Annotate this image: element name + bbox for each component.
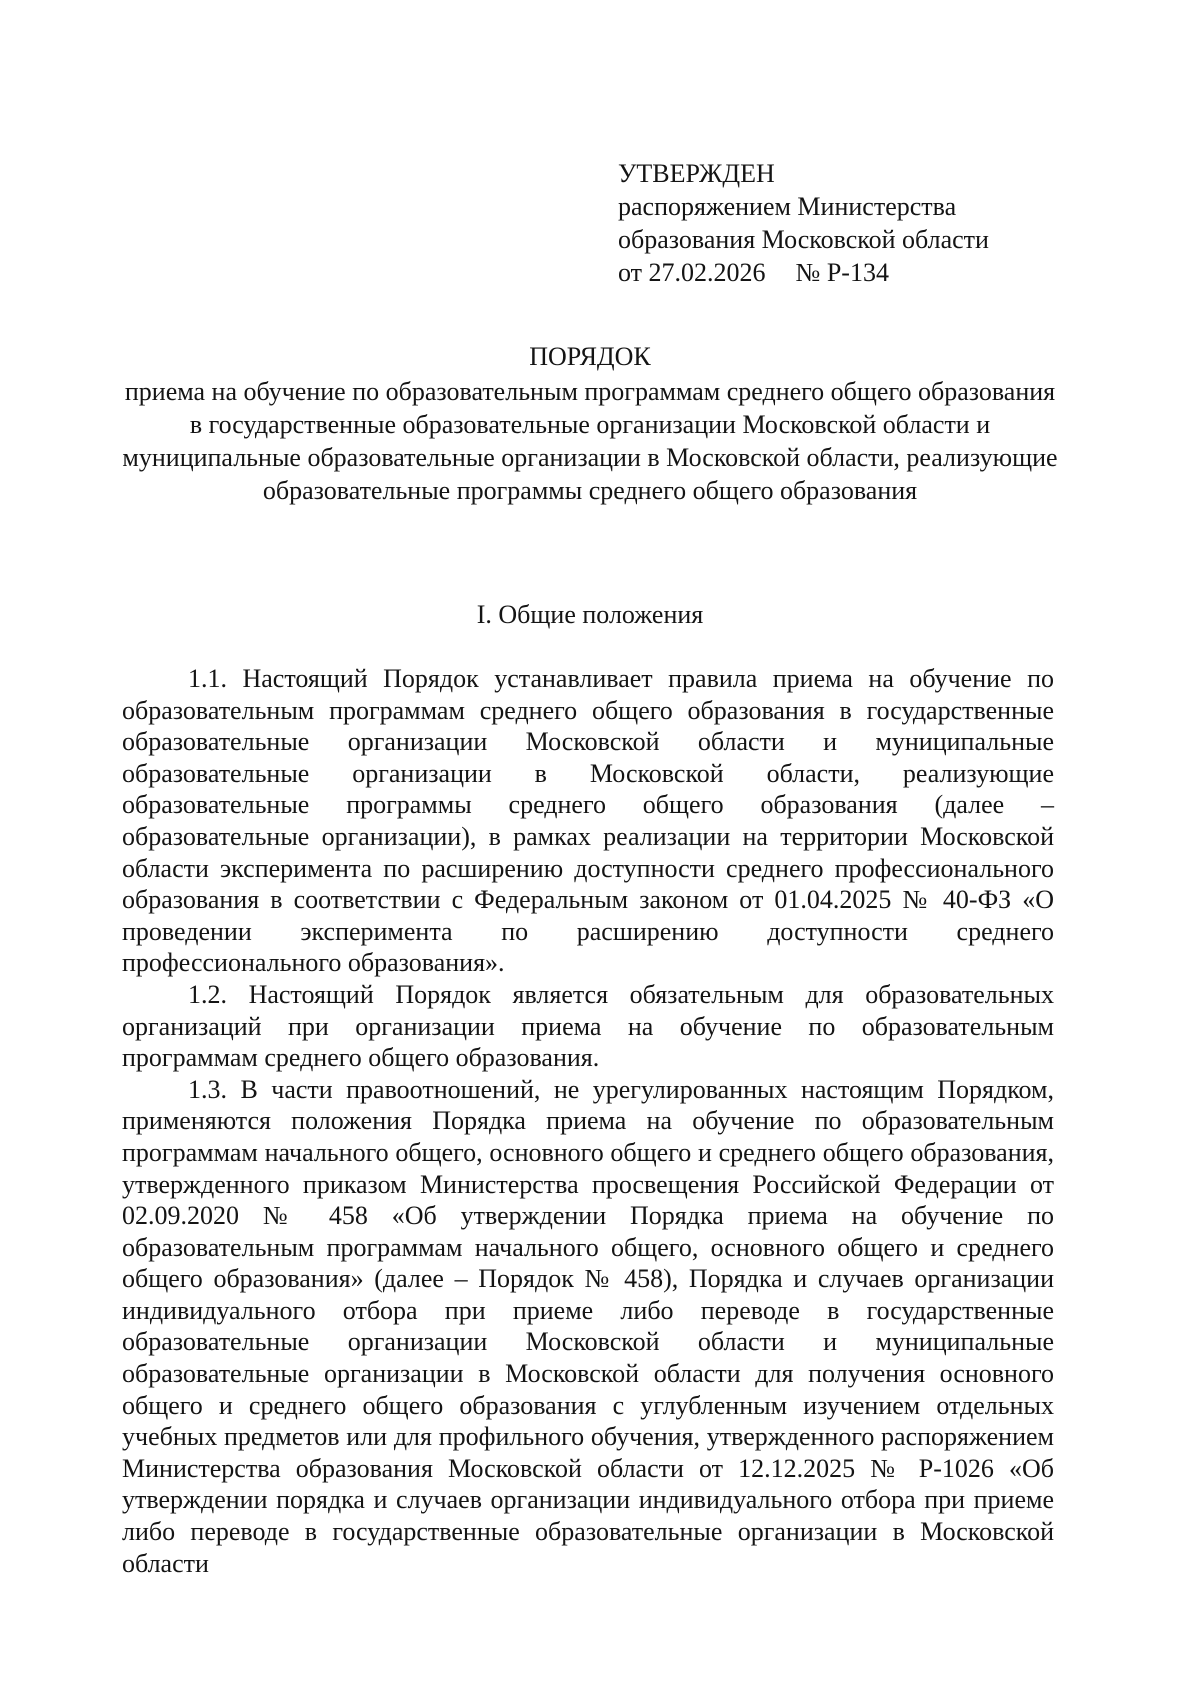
paragraph-1-3: 1.3. В части правоотношений, не урегулированных настоящим Порядком, применяются положения Порядка приема на обучение по образовательным программам начального общего, основного общего и среднего общего образования, утвержденного приказом Министерства просвещения Российской Федерации от 02.09.2020 № 458 «Об утверждении Порядка приема на обучение по образовательным программам начального общего, основного общего и среднего общего образования» (далее – Порядок № 458), Порядка и случаев организации индивидуального отбора при приеме либо переводе в государственные образовательные организации Московской области и муниципальные образовательные организации в Московской области для получения основного общего и среднего общего образования с углубленным изучением отдельных учебных предметов или для профильного обучения, утвержденного распоряжением Министерства образования Московской области от 12.12.2025 № Р-1026 «Об утверждении порядка и случаев организации индивидуального отбора при приеме либо переводе в государственные образовательные организации в Московской области	[122, 1074, 1054, 1578]
section-heading: I. Общие положения	[476, 600, 704, 629]
document-title-heading: ПОРЯДОК	[529, 342, 651, 371]
approval-heading: УТВЕРЖДЕН	[618, 159, 775, 188]
approval-date-line	[618, 256, 1088, 289]
approval-date: от 27.02.2026	[618, 258, 766, 287]
document-title	[120, 340, 1060, 507]
paragraph-1-2: 1.2. Настоящий Порядок является обязательным для образовательных организаций при организации приема на обучение по образовательным программам среднего общего образования.	[122, 979, 1054, 1073]
approval-number: № Р-134	[795, 258, 889, 287]
document-body	[122, 663, 1054, 1579]
approval-issuer-line: распоряжением Министерства	[618, 192, 957, 221]
approval-ministry-line: образования Московской области	[618, 225, 989, 254]
approval-stamp	[618, 157, 1088, 289]
document-title-subtitle: приема на обучение по образовательным программам среднего общего образования в государственные образовательные организации Московской области и муниципальные образовательные организации в Московской области, реализующие образовательные программы среднего общего образования	[122, 377, 1058, 505]
paragraph-1-1: 1.1. Настоящий Порядок устанавливает правила приема на обучение по образовательным программам среднего общего образования в государственные образовательные организации Московской области и муниципальные образовательные организации в Московской области, реализующие образовательные программы среднего общего образования (далее – образовательные организации), в рамках реализации на территории Московской области эксперимента по расширению доступности среднего профессионального образования в соответствии с Федеральным законом от 01.04.2025 № 40-ФЗ «О проведении эксперимента по расширению доступности среднего профессионального образования».	[122, 664, 1054, 978]
